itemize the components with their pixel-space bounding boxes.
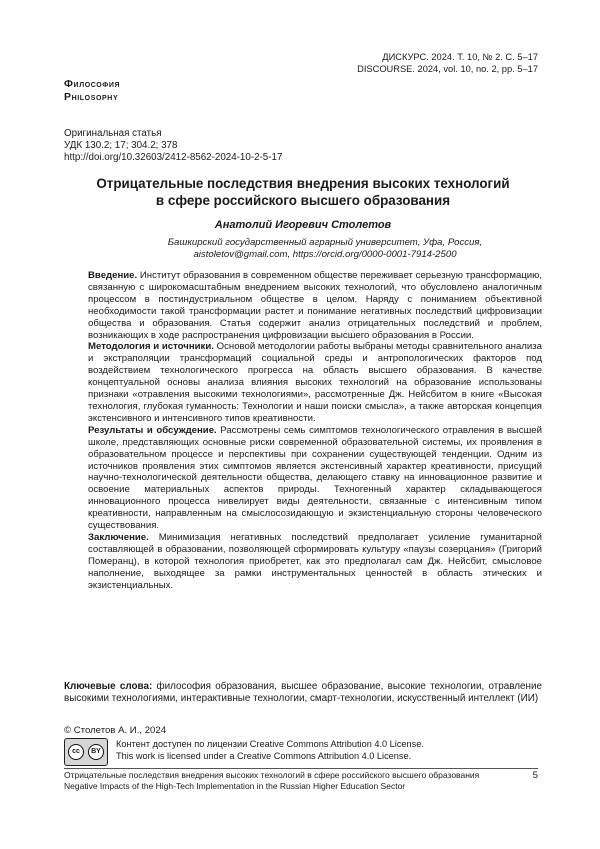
article-type: Оригинальная статья xyxy=(64,128,162,139)
article-title xyxy=(64,176,542,209)
running-footer xyxy=(64,770,504,793)
abstract-section-label: Заключение. xyxy=(88,531,149,543)
keywords-label: Ключевые слова: xyxy=(64,681,153,692)
abstract-conclusion xyxy=(88,532,542,592)
section-heading-ru: Философия xyxy=(64,78,121,90)
abstract-section-text: Основой методологии работы выбраны методы сравнительного анализа и экстраполяции трансформаций социальной среды и антропологических факторов под воздействием технологического прогресса на область высшего образования. В качестве концептуальной основы анализа влияния высоких технологий на образование использованы признаки «отравления высокими технологиями», рассмотренные Дж. Нейсбитом в книге «Высокая технология, глубокая гуманность: Технологии и наши поиски смысла», а также авторская концепция экстенсивного и интенсивного типов креативности. xyxy=(88,341,542,424)
running-footer-en: Negative Impacts of the High-Tech Implementation in the Russian Higher Education Sector xyxy=(64,781,406,792)
cc-icon: cc xyxy=(68,744,84,760)
cc-by-license-icon[interactable] xyxy=(64,738,108,766)
copyright-notice: © Столетов А. И., 2024 xyxy=(64,725,167,736)
affiliation-line-1: Башкирский государственный аграрный университет, Уфа, Россия, xyxy=(167,237,483,248)
page-number: 5 xyxy=(532,770,538,781)
footer-divider xyxy=(64,768,538,769)
abstract-section-label: Результаты и обсуждение. xyxy=(88,424,217,436)
abstract-section-text: Минимизация негативных последствий предполагает усиление гуманитарной составляющей в образовании, позволяющей сформировать культуру «паузы созерцания» (Григорий Померанц), в которой технология приобретет, как это предполагал сам Дж. Нейсбит, смысловое наполнение, выходящее за рамки инструментальных ценностей в область этических и экзистенциальных. xyxy=(88,531,542,591)
article-meta xyxy=(64,128,282,165)
abstract-results xyxy=(88,425,542,532)
by-icon: BY xyxy=(88,744,104,760)
doi-link[interactable]: http://doi.org/10.32603/2412-8562-2024-10-2-5-17 xyxy=(64,152,283,164)
license-text xyxy=(116,738,424,763)
abstract-methodology xyxy=(88,341,542,424)
running-footer-ru: Отрицательные последствия внедрения высоких технологий в сфере российского высшего образования xyxy=(64,770,480,780)
affiliation-contacts: aistoletov@gmail.com, https://orcid.org/0000-0001-7914-2500 xyxy=(193,249,457,260)
abstract xyxy=(88,270,542,591)
journal-reference xyxy=(357,52,538,75)
license-text-en: This work is licensed under a Creative Commons Attribution 4.0 License. xyxy=(116,751,412,762)
author-affiliation xyxy=(120,237,530,261)
keywords xyxy=(64,681,542,706)
article-title-line-1: Отрицательные последствия внедрения высоких технологий xyxy=(96,176,510,191)
journal-reference-en: DISCOURSE. 2024, vol. 10, no. 2, pp. 5–17 xyxy=(357,63,538,74)
abstract-section-label: Введение. xyxy=(88,270,138,281)
journal-reference-ru: ДИСКУРС. 2024. Т. 10, № 2. С. 5–17 xyxy=(382,52,538,62)
abstract-section-text: Рассмотрены семь симптомов технологического отравления в высшей школе, представляющих основные риски современной образовательной системы, их проявления в образовательном процессе и перспективы при сохранении существующей тенденции. Одним из источников проявления этих симптомов является экстенсивный характер креативности, присущий научно-технологической деятельности общества, делающего ставку на инновационное развитие и освоение материальных аспектов природы. Техногенный характер складывающегося инновационного процесса нивелирует виды деятельности, связанные с интенсивным типом креативности, направленным на смыслосозидающую и экзистенциальную стороны человеческого существования. xyxy=(88,424,542,532)
license-text-ru: Контент доступен по лицензии Creative Commons Attribution 4.0 License. xyxy=(116,739,424,749)
section-heading-en: Philosophy xyxy=(64,91,119,103)
abstract-section-label: Методология и источники. xyxy=(88,341,214,353)
abstract-introduction xyxy=(88,270,542,341)
abstract-section-text: Институт образования в современном обществе переживает серьезную трансформацию, связанную с широкомасштабным внедрением высоких технологий, что обусловлено аналогичным процессом в постиндустриальном обществе в целом. Наряду с пониманием объективной необходимости такой трансформации растет и понимание негативных последствий цифровизации общества и образования. Статья содержит анализ отрицательных последствий и проблем, возникающих в ходе распространения цифровизации высшего образования в России. xyxy=(88,270,542,341)
author-name: Анатолий Игоревич Столетов xyxy=(214,219,392,231)
section-heading xyxy=(64,78,120,104)
keywords-text: философия образования, высшее образование, высокие технологии, отравление высокими технологиями, интерактивные технологии, смарт-технологии, искусственный интеллект (ИИ) xyxy=(64,681,542,705)
udc-code: УДК 130.2; 17; 304.2; 378 xyxy=(64,140,178,152)
article-title-line-2: в сфере российского высшего образования xyxy=(155,192,451,208)
